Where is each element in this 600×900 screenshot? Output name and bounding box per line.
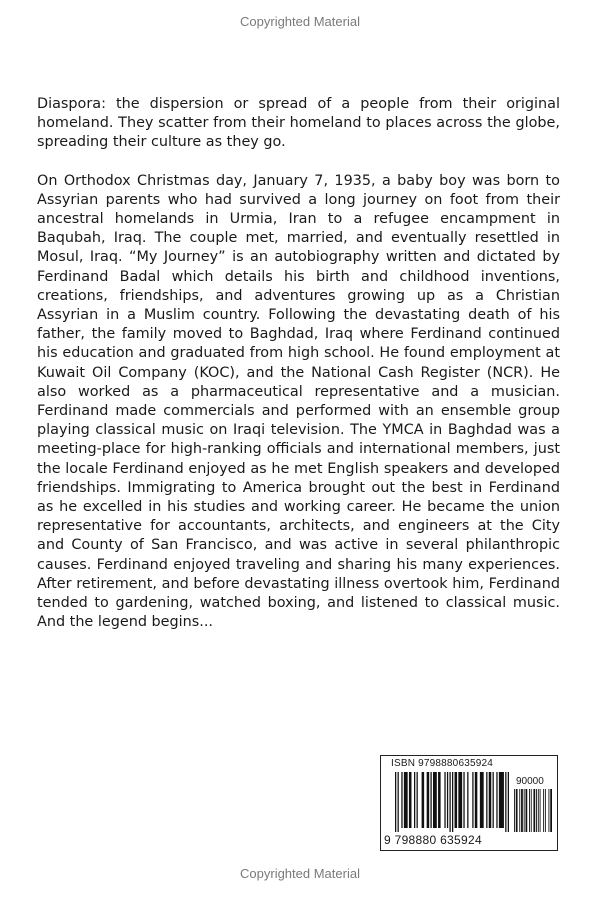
barcode-bar	[398, 772, 399, 832]
barcode-bar	[489, 772, 492, 828]
barcode-bar	[508, 772, 509, 832]
barcode-bar	[414, 772, 415, 828]
barcode-bar	[449, 772, 450, 832]
barcode-bar	[452, 772, 453, 832]
barcode-bar	[447, 772, 448, 828]
copyright-watermark-bottom: Copyrighted Material	[240, 866, 360, 881]
barcode-bar	[524, 789, 525, 832]
book-description: On Orthodox Christmas day, January 7, 1935, a baby boy was born to Assyrian parents who had survived a long journey on foot from their ancestral homelands in Urmia, Iran to a refugee encampment in Baqubah, Iraq. The couple met, married, and eventually resettled in Mosul, Iraq. “My Journey” is an autobiography written and dictated by Ferdinand Badal which details his birth and childhood inventions, creations, friendships, and adventures growing up as a Christian Assyrian in a Muslim country. Following the devastating death of his father, the family moved to Baghdad, Iraq where Ferdinand continued his education and graduated from high school. He found employment at Kuwait Oil Company (KOC), and the National Cash Register (NCR). He also worked as a pharmaceutical representative and a musician. Ferdinand made commercials and performed with an ensemble group playing classical music on Iraqi television. The YMCA in Baghdad was a meeting-place for high-ranking officials and international members, just the locale Ferdinand enjoyed as he met English speakers and developed friendships. Immigrating to America brought out the best in Ferdinand as he excelled in his studies and working career. He became the union representative for accountants, architects, and engineers at the City and County of San Francisco, and was active in several philanthropic causes. Ferdinand enjoyed traveling and sharing his many experiences. After retirement, and before devastating illness overtook him, Ferdinand tended to gardening, watched boxing, and listened to classical music. And the legend begins...	[37, 172, 560, 631]
barcode-bar	[395, 772, 396, 832]
barcode-bar	[480, 772, 484, 828]
barcode-bar	[463, 772, 464, 828]
barcode-bar	[433, 772, 437, 828]
barcode-bar	[505, 772, 506, 832]
barcode-bar	[543, 789, 544, 832]
barcode-bar	[444, 772, 445, 828]
barcode-bar	[516, 789, 518, 832]
barcode-bar	[438, 772, 441, 828]
barcode-bar	[458, 772, 462, 828]
barcode-bar	[401, 772, 402, 828]
barcode-bar	[422, 772, 425, 828]
isbn-digits: 9 798880 635924	[384, 833, 482, 847]
barcode-bar	[531, 789, 532, 832]
barcode-bar	[521, 789, 523, 832]
barcode-bar	[475, 772, 478, 828]
barcode-bar	[533, 789, 535, 832]
back-cover-text	[37, 95, 560, 651]
copyright-watermark-top: Copyrighted Material	[240, 14, 360, 29]
isbn-label: ISBN 9798880635924	[391, 758, 494, 769]
barcode-bars	[395, 772, 509, 832]
barcode-bar	[430, 772, 431, 828]
barcode-bar	[514, 789, 515, 832]
isbn-barcode	[380, 755, 558, 851]
diaspora-definition: Diaspora: the dispersion or spread of a people from their original homeland. They scatter from their homeland to places across the globe, spreading their culture as they go.	[37, 96, 560, 151]
barcode-bar	[525, 789, 527, 832]
barcode-bar	[529, 789, 530, 832]
barcode-bar	[496, 772, 497, 828]
addon-barcode-bars	[514, 789, 552, 832]
barcode-bar	[499, 772, 504, 828]
barcode-bar	[417, 772, 418, 828]
barcode-bar	[467, 772, 468, 828]
barcode-bar	[550, 789, 552, 832]
barcode-bar	[545, 789, 546, 832]
barcode-bar	[472, 772, 473, 828]
barcode-bar	[455, 772, 458, 828]
barcode-bar	[493, 772, 494, 828]
barcode-bar	[536, 789, 537, 832]
barcode-bar	[404, 772, 408, 828]
barcode-bar	[540, 789, 541, 832]
barcode-bar	[486, 772, 487, 828]
barcode-bar	[409, 772, 412, 828]
barcode-bar	[519, 789, 520, 832]
barcode-bar	[548, 789, 549, 832]
barcode-bar	[427, 772, 430, 828]
price-code: 90000	[516, 776, 544, 787]
barcode-bar	[538, 789, 539, 832]
